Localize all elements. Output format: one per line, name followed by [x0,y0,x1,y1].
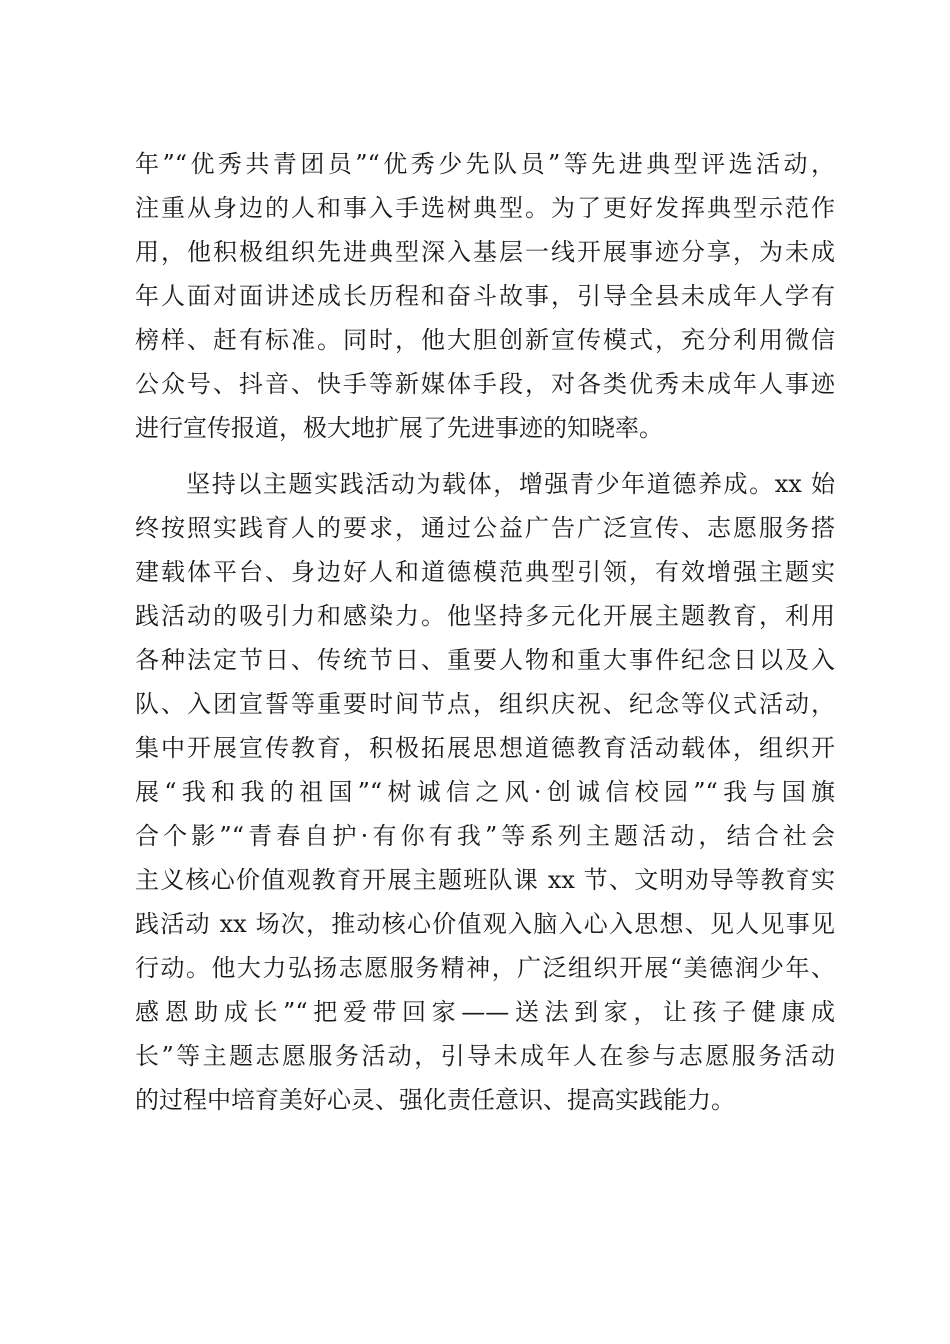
paragraph-theme-practice [135,462,835,1122]
text-line: 公众号、抖音、快手等新媒体手段，对各类优秀未成年人事迹 [135,370,835,398]
text-line: 展“我和我的祖国”“树诚信之风·创诚信校园”“我与国旗 [135,778,835,806]
text-line: 建载体平台、身边好人和道德模范典型引领，有效增强主题实 [135,558,835,586]
text-line: 践活动 xx 场次，推动核心价值观入脑入心入思想、见人见事见 [135,910,835,938]
text-line: 践活动的吸引力和感染力。他坚持多元化开展主题教育，利用 [135,602,835,630]
text-line: 年人面对面讲述成长历程和奋斗故事，引导全县未成年人学有 [135,282,835,310]
paragraph-typical-models [135,142,835,450]
text-line: 进行宣传报道，极大地扩展了先进事迹的知晓率。 [135,414,663,442]
text-line: 终按照实践育人的要求，通过公益广告广泛宣传、志愿服务搭 [135,514,835,542]
text-line: 感恩助成长”“把爱带回家——送法到家，让孩子健康成 [135,998,835,1026]
text-line: 的过程中培育美好心灵、强化责任意识、提高实践能力。 [135,1086,735,1114]
text-line: 各种法定节日、传统节日、重要人物和重大事件纪念日以及入 [135,646,835,674]
text-line: 用，他积极组织先进典型深入基层一线开展事迹分享，为未成 [135,238,835,266]
text-line: 年”“优秀共青团员”“优秀少先队员”等先进典型评选活动， [135,150,835,178]
text-line: 坚持以主题实践活动为载体，增强青少年道德养成。xx 始 [135,470,835,498]
text-line: 长”等主题志愿服务活动，引导未成年人在参与志愿服务活动 [135,1042,835,1070]
text-line: 集中开展宣传教育，积极拓展思想道德教育活动载体，组织开 [135,734,835,762]
text-line: 注重从身边的人和事入手选树典型。为了更好发挥典型示范作 [135,194,835,222]
text-line: 主义核心价值观教育开展主题班队课 xx 节、文明劝导等教育实 [135,866,835,894]
text-line: 队、入团宣誓等重要时间节点，组织庆祝、纪念等仪式活动， [135,690,835,718]
text-line: 榜样、赶有标准。同时，他大胆创新宣传模式，充分利用微信 [135,326,835,354]
text-line: 行动。他大力弘扬志愿服务精神，广泛组织开展“美德润少年、 [135,954,835,982]
text-line: 合个影”“青春自护·有你有我”等系列主题活动，结合社会 [135,822,835,850]
